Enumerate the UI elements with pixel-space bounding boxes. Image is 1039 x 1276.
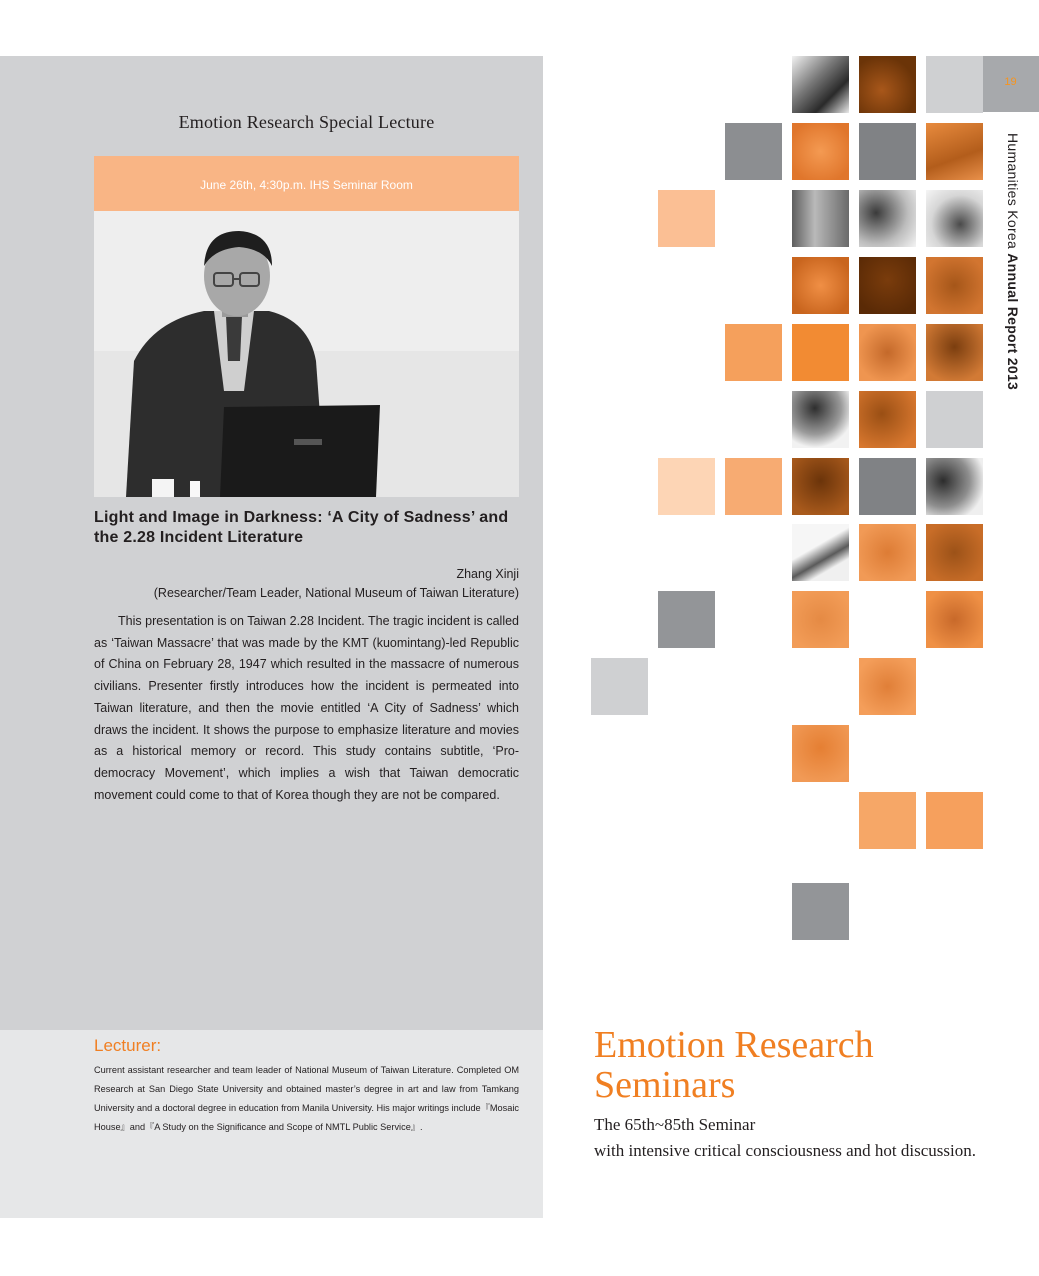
mosaic-tile xyxy=(926,458,983,515)
mosaic-tile xyxy=(859,56,916,113)
mosaic-tile xyxy=(859,792,916,849)
date-venue-bar: June 26th, 4:30p.m. IHS Seminar Room xyxy=(94,156,519,211)
mosaic-tile xyxy=(859,658,916,715)
mosaic-tile xyxy=(792,883,849,940)
mosaic-tile xyxy=(926,257,983,314)
mosaic-tile xyxy=(792,190,849,247)
mosaic-tile xyxy=(926,56,983,113)
abstract-text: This presentation is on Taiwan 2.28 Incident. The tragic incident is called as ‘Taiwan Massacre’ that was made by the KMT (kuomintang)-led Republic of China on February 28, 1947 which resulted in the massacre of numerous civilians. Presenter firstly introduces how the incident is permeated into Taiwan literature, and then the movie entitled ‘A City of Sadness’ which draws the incident. It shows the purpose to emphasize literature and movies as a historical memory or record. This study contains subtitle, ‘Pro-democracy Movement’, which implies a wish that Taiwan democratic movement could come to that of Korea though they are not be compared. xyxy=(94,614,519,802)
mosaic-tile xyxy=(926,792,983,849)
mosaic-tile xyxy=(725,324,782,381)
mosaic-tile xyxy=(859,324,916,381)
mosaic-tile xyxy=(792,324,849,381)
running-head-light: Humanities Korea xyxy=(1005,133,1021,254)
mosaic-tile xyxy=(792,458,849,515)
mosaic-tile xyxy=(725,123,782,180)
mosaic-tile xyxy=(926,391,983,448)
page-number: 19 xyxy=(1004,76,1017,88)
mosaic-tile xyxy=(792,391,849,448)
section-subtitle-1: The 65th~85th Seminar xyxy=(594,1115,756,1134)
lecturer-heading: Lecturer: xyxy=(94,1036,162,1055)
mosaic-tile xyxy=(926,324,983,381)
running-head xyxy=(1001,133,1021,390)
section-subtitle-2: with intensive critical consciousness and hot discussion. xyxy=(594,1141,976,1160)
mosaic-tile xyxy=(859,391,916,448)
mosaic-tile xyxy=(859,524,916,581)
lecturer-bio: Current assistant researcher and team leader of National Museum of Taiwan Literature. Completed OM Research at San Diego State University and obtained master’s degree in art and law from Tamkang University and a doctoral degree in education from Manila University. His major writings include『Mosaic House』and『A Study on the Significance and Scope of NMTL Public Service』. xyxy=(94,1065,519,1132)
mosaic-tile xyxy=(926,591,983,648)
section-title: Emotion Research Seminars xyxy=(594,1024,874,1106)
mosaic-tile xyxy=(725,458,782,515)
mosaic-tile xyxy=(658,591,715,648)
presenter-name: Zhang Xinji xyxy=(456,567,519,581)
mosaic-tile xyxy=(658,190,715,247)
mosaic-tile xyxy=(792,257,849,314)
mosaic-tile xyxy=(926,123,983,180)
mosaic-tile xyxy=(658,458,715,515)
mosaic-tile xyxy=(591,658,648,715)
talk-title: Light and Image in Darkness: ‘A City of Sadness’ and the 2.28 Incident Literature xyxy=(94,509,509,546)
mosaic-tile xyxy=(859,257,916,314)
mosaic-tile xyxy=(792,56,849,113)
presenter-affiliation: (Researcher/Team Leader, National Museum of Taiwan Literature) xyxy=(153,586,519,600)
mosaic-tile xyxy=(792,524,849,581)
running-head-bold: Annual Report 2013 xyxy=(1005,253,1021,391)
mosaic-tile xyxy=(792,725,849,782)
mosaic-tile xyxy=(859,123,916,180)
mosaic-tile xyxy=(926,524,983,581)
mosaic-tile xyxy=(859,458,916,515)
mosaic-tile xyxy=(926,190,983,247)
mosaic-tile xyxy=(859,190,916,247)
lecture-heading: Emotion Research Special Lecture xyxy=(178,112,435,132)
presenter-photo xyxy=(94,211,519,497)
mosaic-tile xyxy=(792,123,849,180)
mosaic-tile xyxy=(792,591,849,648)
